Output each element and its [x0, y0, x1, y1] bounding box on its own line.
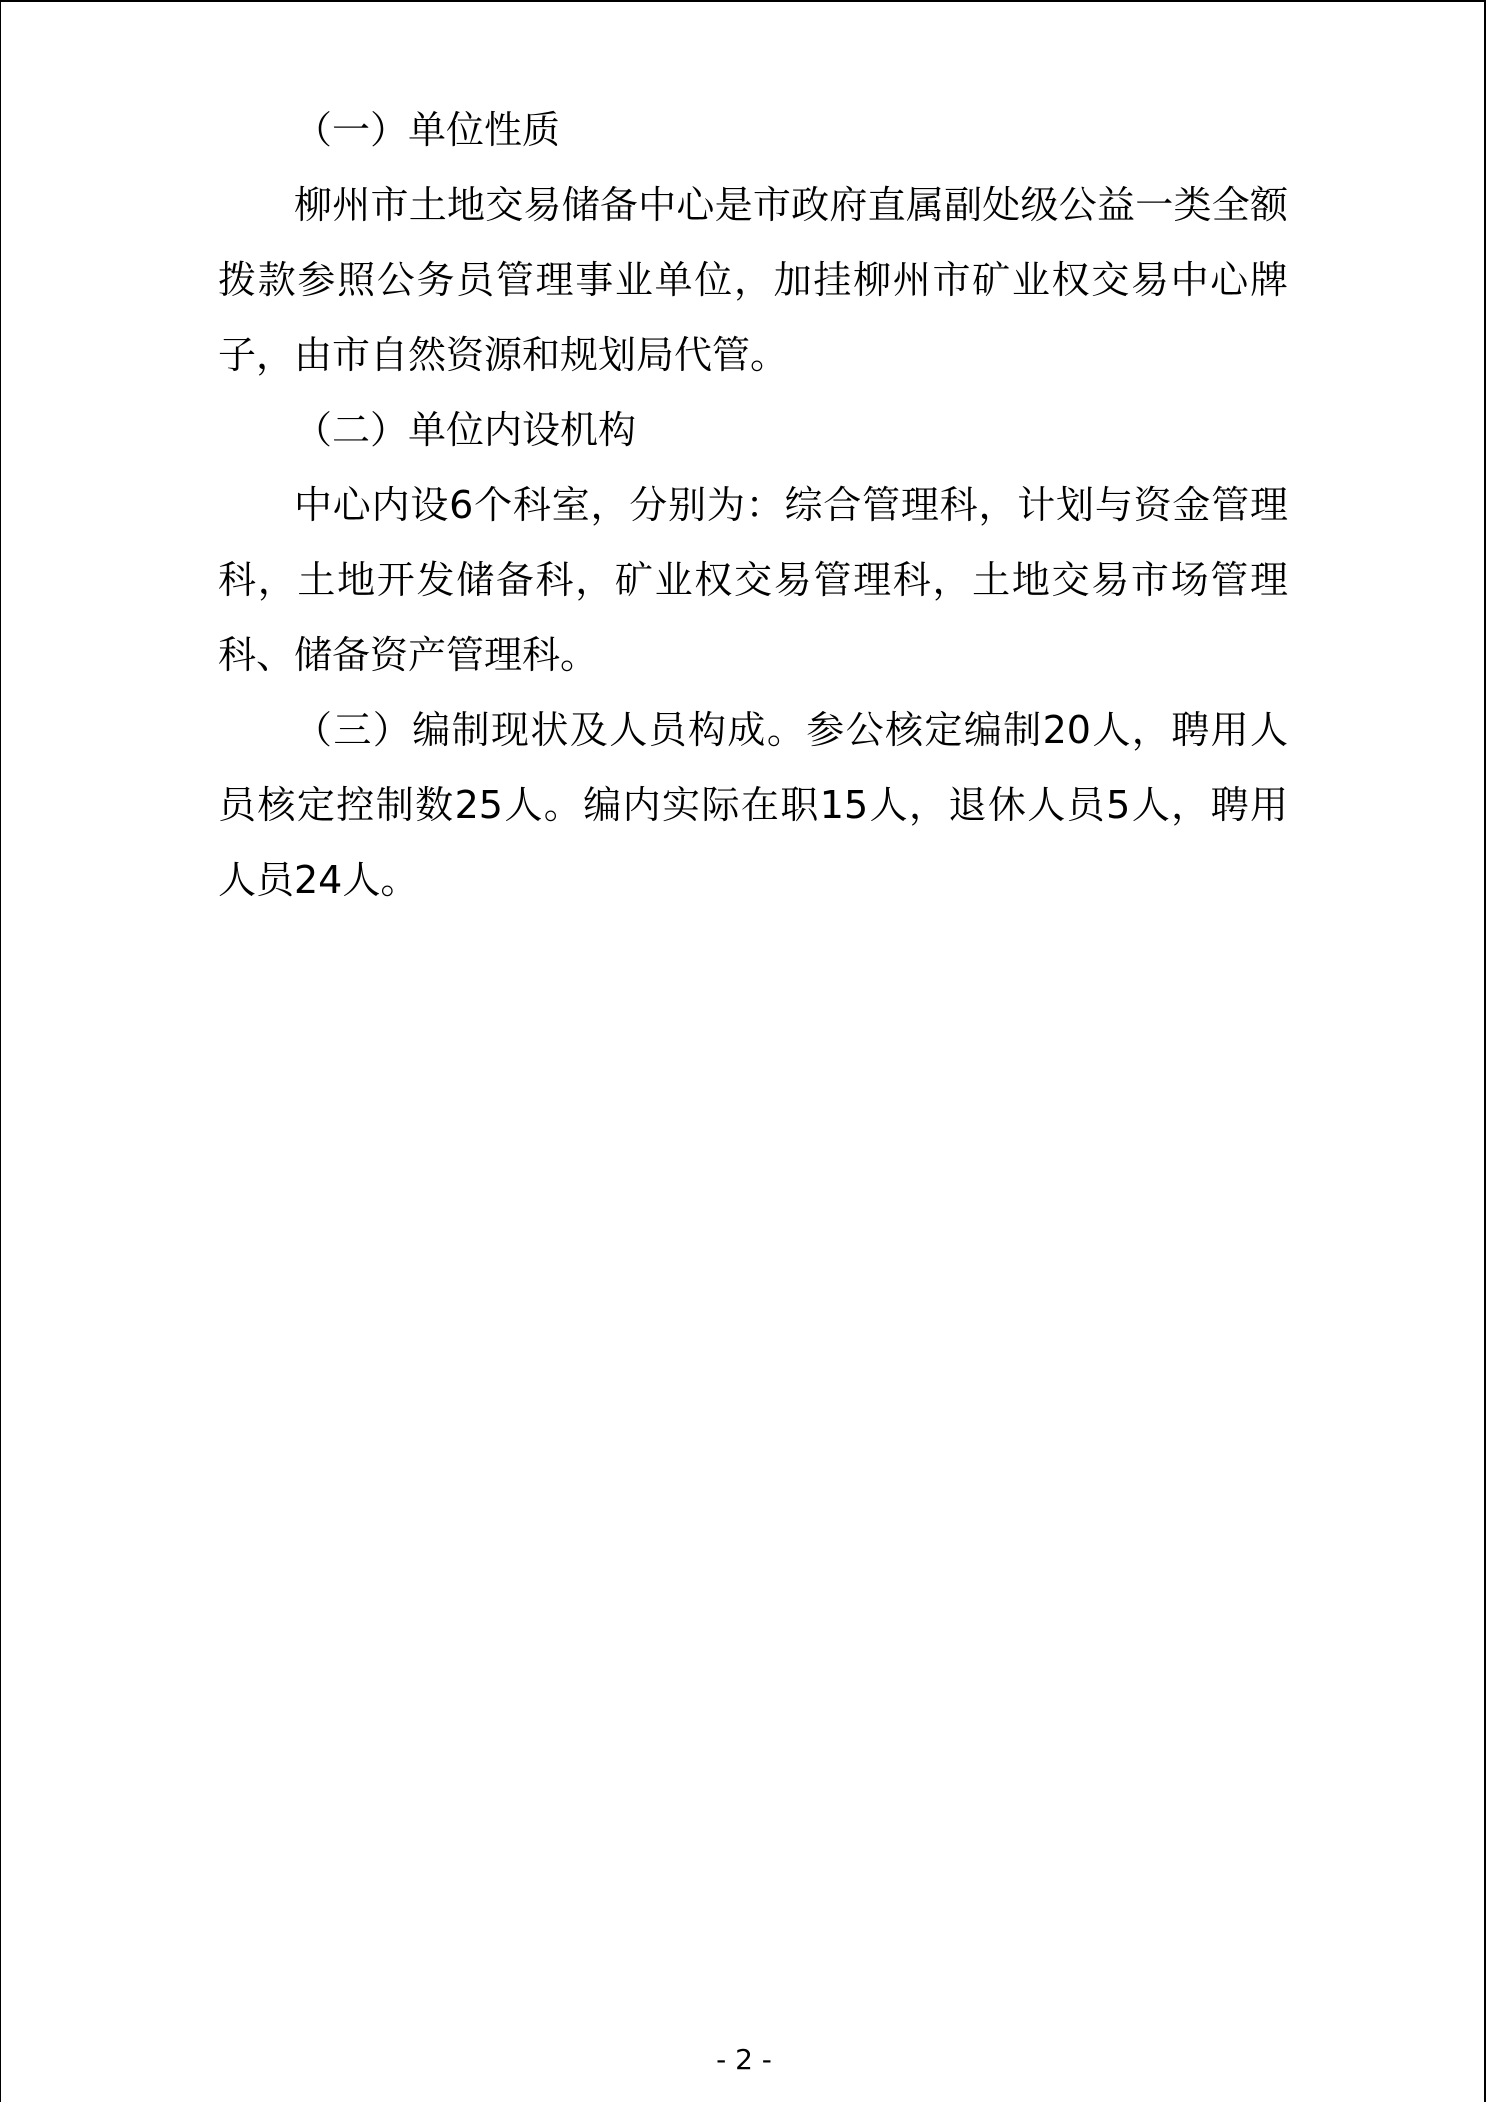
section-heading-unit-nature: （一）单位性质: [294, 108, 561, 152]
paragraph-staffing: （三）编制现状及人员构成。参公核定编制20人，聘用人员核定控制数25人。编内实际在职15人，退休人员5人，聘用人员24人。: [218, 708, 1288, 902]
section-heading-internal-structure: （二）单位内设机构: [294, 408, 637, 452]
document-body: [218, 93, 1288, 918]
paragraph-unit-nature: 柳州市土地交易储备中心是市政府直属副处级公益一类全额拨款参照公务员管理事业单位，加挂柳州市矿业权交易中心牌子，由市自然资源和规划局代管。: [218, 183, 1288, 377]
paragraph-internal-structure: 中心内设6个科室，分别为：综合管理科，计划与资金管理科，土地开发储备科，矿业权交易管理科，土地交易市场管理科、储备资产管理科。: [218, 483, 1288, 677]
page-number: - 2 -: [716, 2043, 772, 2076]
